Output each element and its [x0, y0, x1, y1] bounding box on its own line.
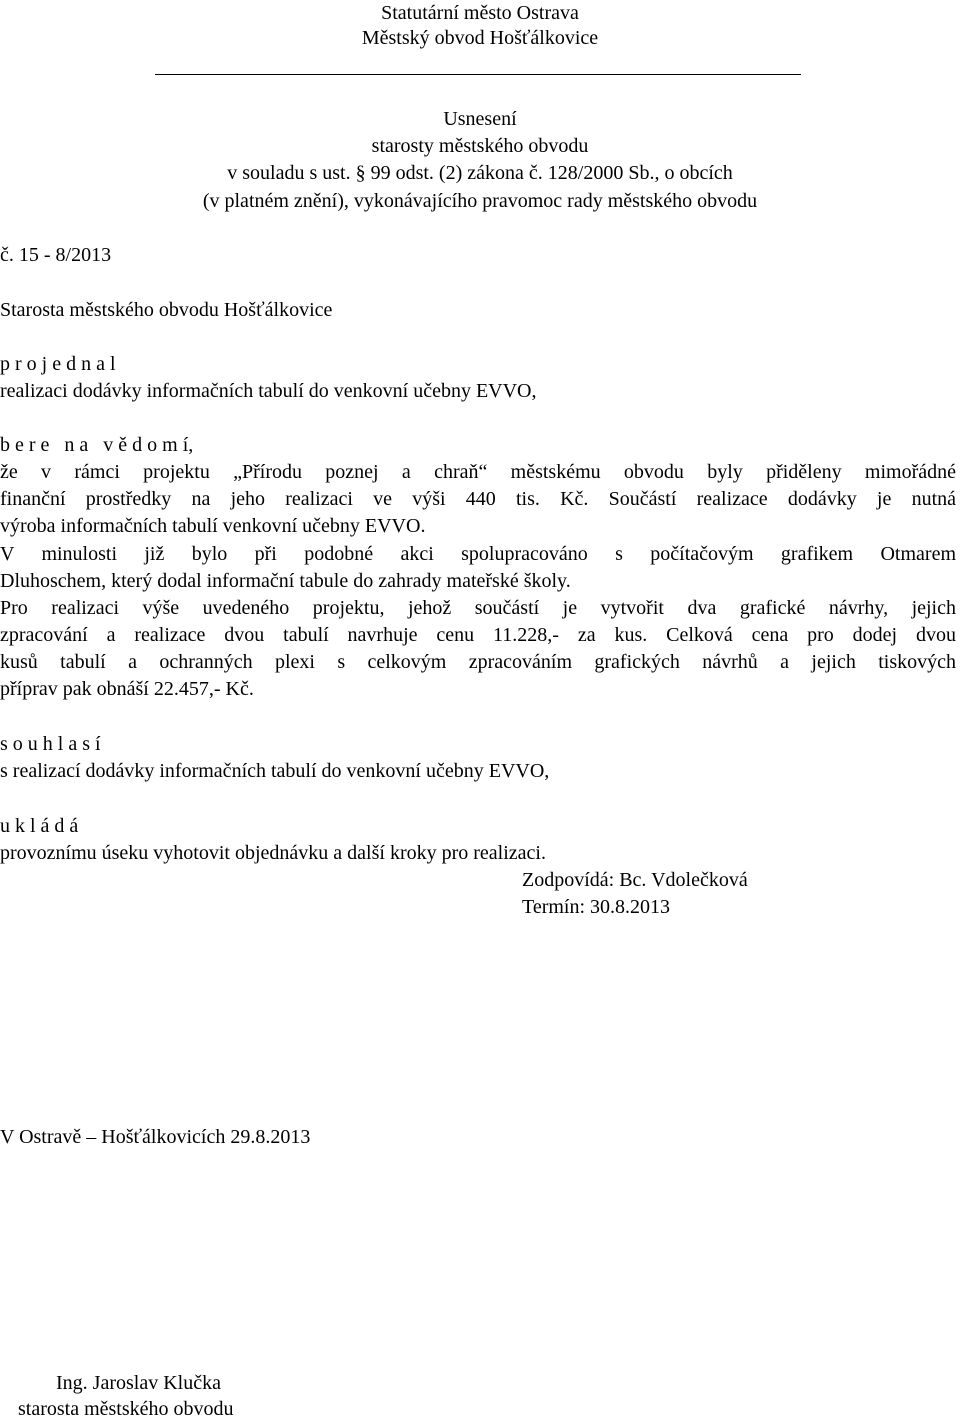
- responsible-person: Zodpovídá: Bc. Vdolečková: [522, 869, 748, 891]
- projednal-text: realizaci dodávky informačních tabulí do venkovní učebny EVVO,: [0, 380, 537, 402]
- issuer: Starosta městského obvodu Hošťálkovice: [0, 299, 333, 321]
- bere-line: příprav pak obnáší 22.457,- Kč.: [0, 678, 254, 700]
- title-line-3: v souladu s ust. § 99 odst. (2) zákona č. 128/2000 Sb., o obcích: [227, 162, 733, 184]
- title-line-1: Usnesení: [443, 108, 517, 130]
- place-date: V Ostravě – Hošťálkovicích 29.8.2013: [0, 1126, 311, 1148]
- souhlasi-text: s realizací dodávky informačních tabulí do venkovní učebny EVVO,: [0, 760, 550, 782]
- bere-line: že v rámci projektu „Přírodu poznej a chraň“ městskému obvodu byly přiděleny mimořádné: [0, 461, 956, 483]
- header-divider: [155, 74, 801, 75]
- projednal-heading: p r o j e d n a l: [0, 353, 116, 375]
- deadline: Termín: 30.8.2013: [522, 896, 671, 918]
- header-district: Městský obvod Hošťálkovice: [361, 27, 599, 49]
- bere-line: zpracování a realizace dvou tabulí navrhuje cenu 11.228,- za kus. Celková cena pro dodej dvou: [0, 624, 956, 646]
- bere-line: finanční prostředky na jeho realizaci ve výši 440 tis. Kč. Součástí realizace dodávky je nutná: [0, 488, 956, 510]
- resolution-number: č. 15 - 8/2013: [0, 244, 112, 266]
- uklada-heading: u k l á d á: [0, 815, 79, 837]
- signatory-name: Ing. Jaroslav Klučka: [56, 1372, 221, 1394]
- bere-line: Dluhoschem, který dodal informační tabule do zahrady mateřské školy.: [0, 570, 571, 592]
- signatory-title: starosta městského obvodu: [18, 1398, 234, 1420]
- bere-line: kusů tabulí a ochranných plexi s celkovým zpracováním grafických návrhů a jejich tiskových: [0, 651, 956, 673]
- uklada-text: provoznímu úseku vyhotovit objednávku a další kroky pro realizaci.: [0, 842, 546, 864]
- souhlasi-heading: s o u h l a s í: [0, 733, 101, 755]
- title-line-2: starosty městského obvodu: [371, 135, 589, 157]
- bere-line: Pro realizaci výše uvedeného projektu, jehož součástí je vytvořit dva grafické návrhy, jejich: [0, 597, 956, 619]
- bere-line: výroba informačních tabulí venkovní učebny EVVO.: [0, 515, 426, 537]
- bere-heading: b e r e n a v ě d o m í,: [0, 434, 194, 456]
- header-city: Statutární město Ostrava: [381, 2, 579, 24]
- title-line-4: (v platném znění), vykonávajícího pravomoc rady městského obvodu: [202, 190, 758, 212]
- bere-line: V minulosti již bylo při podobné akci spolupracováno s počítačovým grafikem Otmarem: [0, 543, 956, 565]
